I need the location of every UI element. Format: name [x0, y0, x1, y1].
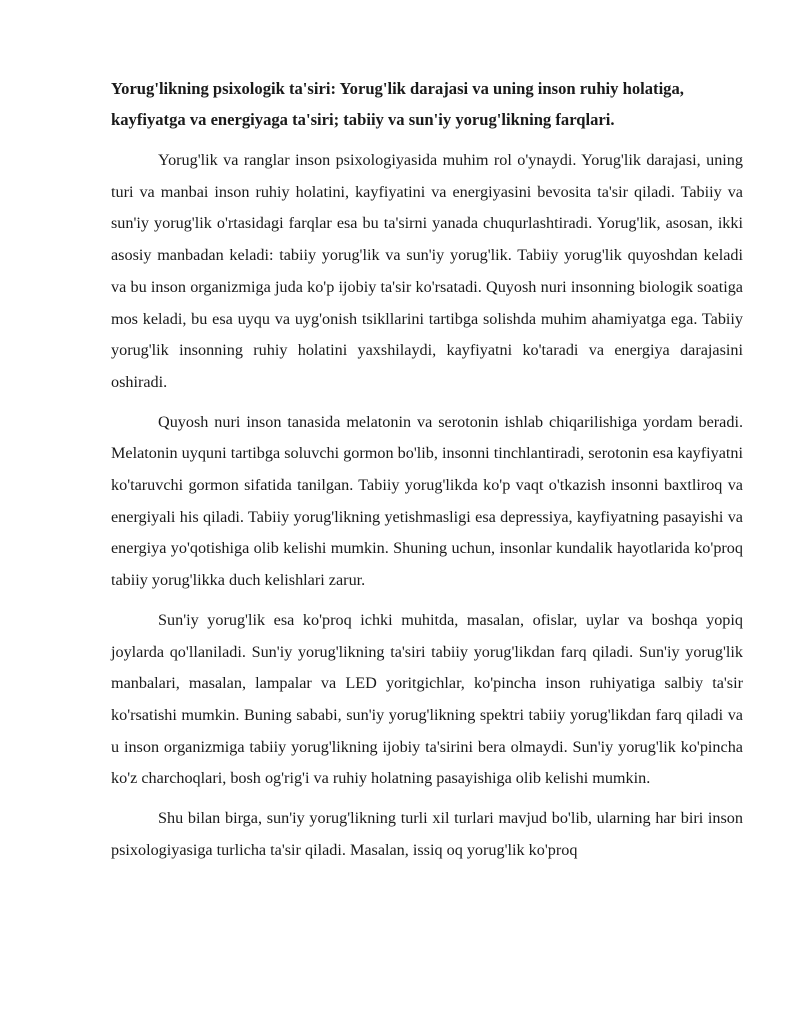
paragraph-2: Quyosh nuri inson tanasida melatonin va serotonin ishlab chiqarilishiga yordam beradi. Melatonin uyquni tartibga soluvchi gormon bo'lib, insonni tinchlantiradi, serotonin esa kayfiyatni ko'taruvchi gormon sifatida tanilgan. Tabiiy yorug'likda ko'p vaqt o'tkazish insonni baxtliroq va energiyali his qiladi. Tabiiy yorug'likning yetishmasligi esa depressiya, kayfiyatning pasayishi va energiya yo'qotishiga olib kelishi mumkin. Shuning uchun, insonlar kundalik hayotlarida ko'proq tabiiy yorug'likka duch kelishlari zarur.: [111, 412, 743, 590]
document-heading: Yorug'likning psixologik ta'siri: Yorug'lik darajasi va uning inson ruhiy holatiga, kayfiyatga va energiyaga ta'siri; tabiiy va sun'iy yorug'likning farqlari.: [111, 79, 684, 129]
document-body: [111, 73, 743, 874]
paragraph-4: Shu bilan birga, sun'iy yorug'likning turli xil turlari mavjud bo'lib, ularning har biri inson psixologiyasiga turlicha ta'sir qiladi. Masalan, issiq oq yorug'lik ko'proq: [111, 809, 743, 859]
paragraph-1: Yorug'lik va ranglar inson psixologiyasida muhim rol o'ynaydi. Yorug'lik darajasi, uning turi va manbai inson ruhiy holatini, kayfiyatini va energiyasini bevosita ta'sir qiladi. Tabiiy va sun'iy yorug'lik o'rtasidagi farqlar esa bu ta'sirni yanada chuqurlashtiradi. Yorug'lik, asosan, ikki asosiy manbadan keladi: tabiiy yorug'lik va sun'iy yorug'lik. Tabiiy yorug'lik quyoshdan keladi va bu inson organizmiga juda ko'p ijobiy ta'sir ko'rsatadi. Quyosh nuri insonning biologik soatiga mos keladi, bu esa uyqu va uyg'onish tsikllarini tartibga solishda muhim ahamiyatga ega. Tabiiy yorug'lik insonning ruhiy holatini yaxshilaydi, kayfiyatni ko'taradi va energiya darajasini oshiradi.: [111, 151, 743, 391]
paragraph-3: Sun'iy yorug'lik esa ko'proq ichki muhitda, masalan, ofislar, uylar va boshqa yopiq joylarda qo'llaniladi. Sun'iy yorug'likning ta'siri tabiiy yorug'likdan farq qiladi. Sun'iy yorug'lik manbalari, masalan, lampalar va LED yoritgichlar, ko'pincha inson ruhiyatiga salbiy ta'sir ko'rsatishi mumkin. Buning sababi, sun'iy yorug'likning spektri tabiiy yorug'likdan farq qiladi va u inson organizmiga tabiiy yorug'likning ijobiy ta'sirini bera olmaydi. Sun'iy yorug'lik ko'pincha ko'z charchoqlari, bosh og'rig'i va ruhiy holatning pasayishiga olib kelishi mumkin.: [111, 610, 743, 788]
